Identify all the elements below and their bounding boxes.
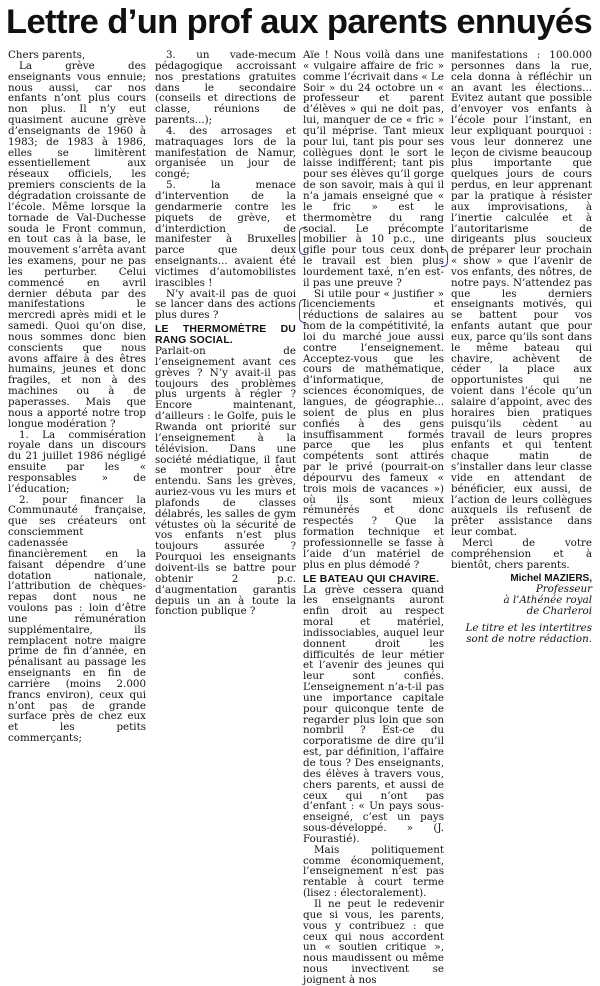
column-3 [303,49,444,986]
author-school: à l’Athénée royal [503,594,592,607]
closing: Merci de votre compréhension et à bientôt, chers parents. [451,536,592,571]
paragraph: Si utile pour « justifier » licenciements et réductions de salaires au nom de la compétitivité, la loi du marché joue aussi contre l’enseignement. Acceptez-vous que les cours de mathématique, d’informatique, de sciences économiques, de langues, de géographie... soient de plus en plus confiés à des gens insuffisamment formés parce que les plus compétents sont attirés par le privé (pourrait-on dépourvu des fameux « trois mois de vacances ») où ils sont mieux rémunérés et donc respectés ? Que la formation technique et professionnelle se fasse à l’aide d’un matériel de plus en plus démodé ? [303,287,444,571]
column-4 [451,50,592,762]
column-2 [155,50,296,762]
paragraph: manifestations : 100.000 personnes dans la rue, cela donna à réfléchir un an avant les élections... Evitez autant que possible d’envoyer vos enfants à l’école pour l’instant, en leur expliquant pourquoi : vous leur donnerez une leçon de civisme beaucoup plus importante que quelques jours de cours perdus, en leur apprenant par la pratique à résister aux improvisations, à l’inertie calculée et à l’autoritarisme de dirigeants plus soucieux de préparer leur prochain « show » que l’avenir de vos enfants, des nôtres, de notre pays. N’attendez pas que les derniers enseignants motivés, qui se battent pour vos enfants autant que pour eux, parce qu’ils sont dans le même bateau qui chavire, achèvent de céder la place aux opportunistes qui ne voient dans l’école qu’un salaire d’appoint, avec des horaires bien pratiques puisqu’ils cèdent au travail de leurs propres enfants et qui tentent chaque matin de s’installer dans leur classe vide en attendant de bénéficier, eux aussi, de l’action de leurs collègues auxquels ils refusent de prêter assistance dans leur combat. [451,49,592,539]
salutation: Chers parents, [8,49,86,61]
author-role: Professeur [535,583,592,596]
paragraph: 3. un vade-mecum pédagogique accroissant nos prestations gratuites dans le secondaire (conseils et directions de classe, réunions de parents...); [155,49,296,127]
paragraph: 1. La commisération royale dans un discours du 21 juillet 1986 négligé ensuite par les « responsables » de l’éducation; [8,428,146,495]
paragraph: Aïe ! Nous voilà dans une « vulgaire affaire de fric » comme l’écrivait dans « Le Soir » du 24 octobre un « professeur et parent d’élèves » qui ne doit pas, lui, manquer de ce « fric » qu’il méprise. Tant mieux pour lui, tant pis pour ses collègues dont le sort le laisse indifférent; tant pis pour ses élèves qu’il gorge de son savoir, mais à qui il n’a jamais enseigné que « le fric » est le thermomètre du rang social. Le précompte mobilier à 10 p.c., une gifle pour tous ceux dont le travail est bien plus lourdement taxé, n’en est-il pas une preuve ? [303,49,444,289]
signature-block [451,574,592,617]
paragraph: 5. la menace d’intervention de la gendarmerie contre les piquets de grève, et d’interdiction de manifester à Bruxelles parce que deux enseignants... avaient été victimes d’automobilistes irascibles ! [155,179,296,289]
author-name: Michel MAZIERS, [510,572,592,584]
paragraph: La grève des enseignants vous ennuie; nous aussi, car nos enfants n’ont plus cours non plus. Il n’y eut quasiment aucune grève d’enseignants de 1960 à 1983; de 1983 à 1986, elles se limitèrent essentiellement aux réseaux officiels, les premiers conscients de la dégradation croissante de l’école. Même lorsque la tornade de Val-Duchesse souda le Front commun, en tout cas à la base, le mouvement s’arrêta avant les examens, pour ne pas les perturber. Celui commencé en avril dernier débuta par des manifestations le mercredi après midi et le samedi. Quoi qu’on dise, nous sommes donc bien conscients que nous avons affaire à des êtres humains, jeunes et donc fragiles, et non à des machines ou à de paperasses. Mais que nous a apporté notre trop longue modération ? [8,59,146,430]
editorial-note: Le titre et les intertitres sont de notre rédaction. [465,621,592,645]
column-1 [8,50,146,762]
pen-bracket-mark [441,249,448,267]
paragraph: Mais politiquement comme économiquement, l’enseignement n’est pas rentable à court terme (lisez : électoralement). [303,843,444,900]
article-headline: Lettre d’un prof aux parents ennuyés [6,3,593,41]
paragraph: 4. des arrosages et matraquages lors de la manifestation de Namur, organisée un jour de congé; [155,124,296,181]
pen-bracket-mark [299,227,306,255]
paragraph: N’y avait-il pas de quoi se lancer dans des actions plus dures ? [155,287,296,322]
intertitle: LE BATEAU QUI CHAVIRE. [303,573,440,585]
paragraph: Il ne peut le redevenir que si vous, les parents, vous y contribuez : que ceux qui nous accordent un « soutien critique », nous maudissent ou même nous invectivent se joignent à nos [303,897,444,986]
pen-bracket-mark [299,299,306,323]
paragraph: Parlait-on de l’enseignement avant ces grèves ? N’y avait-il pas toujours des problèmes plus urgents à régler ? Encore maintenant, d’ailleurs : le Golfe, puis le Rwanda ont priorité sur l’enseignement à la télévision. Dans une société médiatique, il faut se montrer pour être entendu. Sans les grèves, auriez-vous vu les murs et plafonds de classes délabrés, les salles de gym vétustes où la sécurité de vos enfants n’est plus toujours assurée ? Pourquoi les enseignants doivent-ils se battre pour obtenir 2 p.c. d’augmentation garantis depuis un an à toute la fonction publique ? [155,345,296,618]
intertitle: LE THERMOMÈTRE DU RANG SOCIAL. [155,324,296,347]
author-city: de Charleroi [526,605,592,618]
paragraph: 2. pour financer la Communauté française, que ses créateurs ont consciemment cadenassée financièrement en la faisant dépendre d’une dotation nationale, l’attribution de chèques-repas dont nous ne voulons pas : loin d’être une rémunération supplémentaire, ils remplacent notre maigre prime de fin d’année, en pénalisant au passage les enseignants en fin de carrière (moins 2.000 francs environ), ceux qui n’ont pas de grande surface près de chez eux et les petits commerçants; [8,493,146,745]
paragraph: La grève cessera quand les enseignants auront enfin droit au respect moral et matériel, indissociables, auquel leur donnent droit les difficultés de leur métier et l’avenir des jeunes qui leur sont confiés. L’enseignement n’a-t-il pas une importance capitale pour quiconque tente de regarder plus loin que son nombril ? Est-ce du corporatisme de dire qu’il est, par définition, l’affaire de tous ? Des enseignants, des élèves à travers vous, chers parents, et aussi de ceux qui n’ont pas d’enfant : « Un pays sous-enseigné, c’est un pays sous-développé. » (J. Fourastié). [303,583,444,845]
